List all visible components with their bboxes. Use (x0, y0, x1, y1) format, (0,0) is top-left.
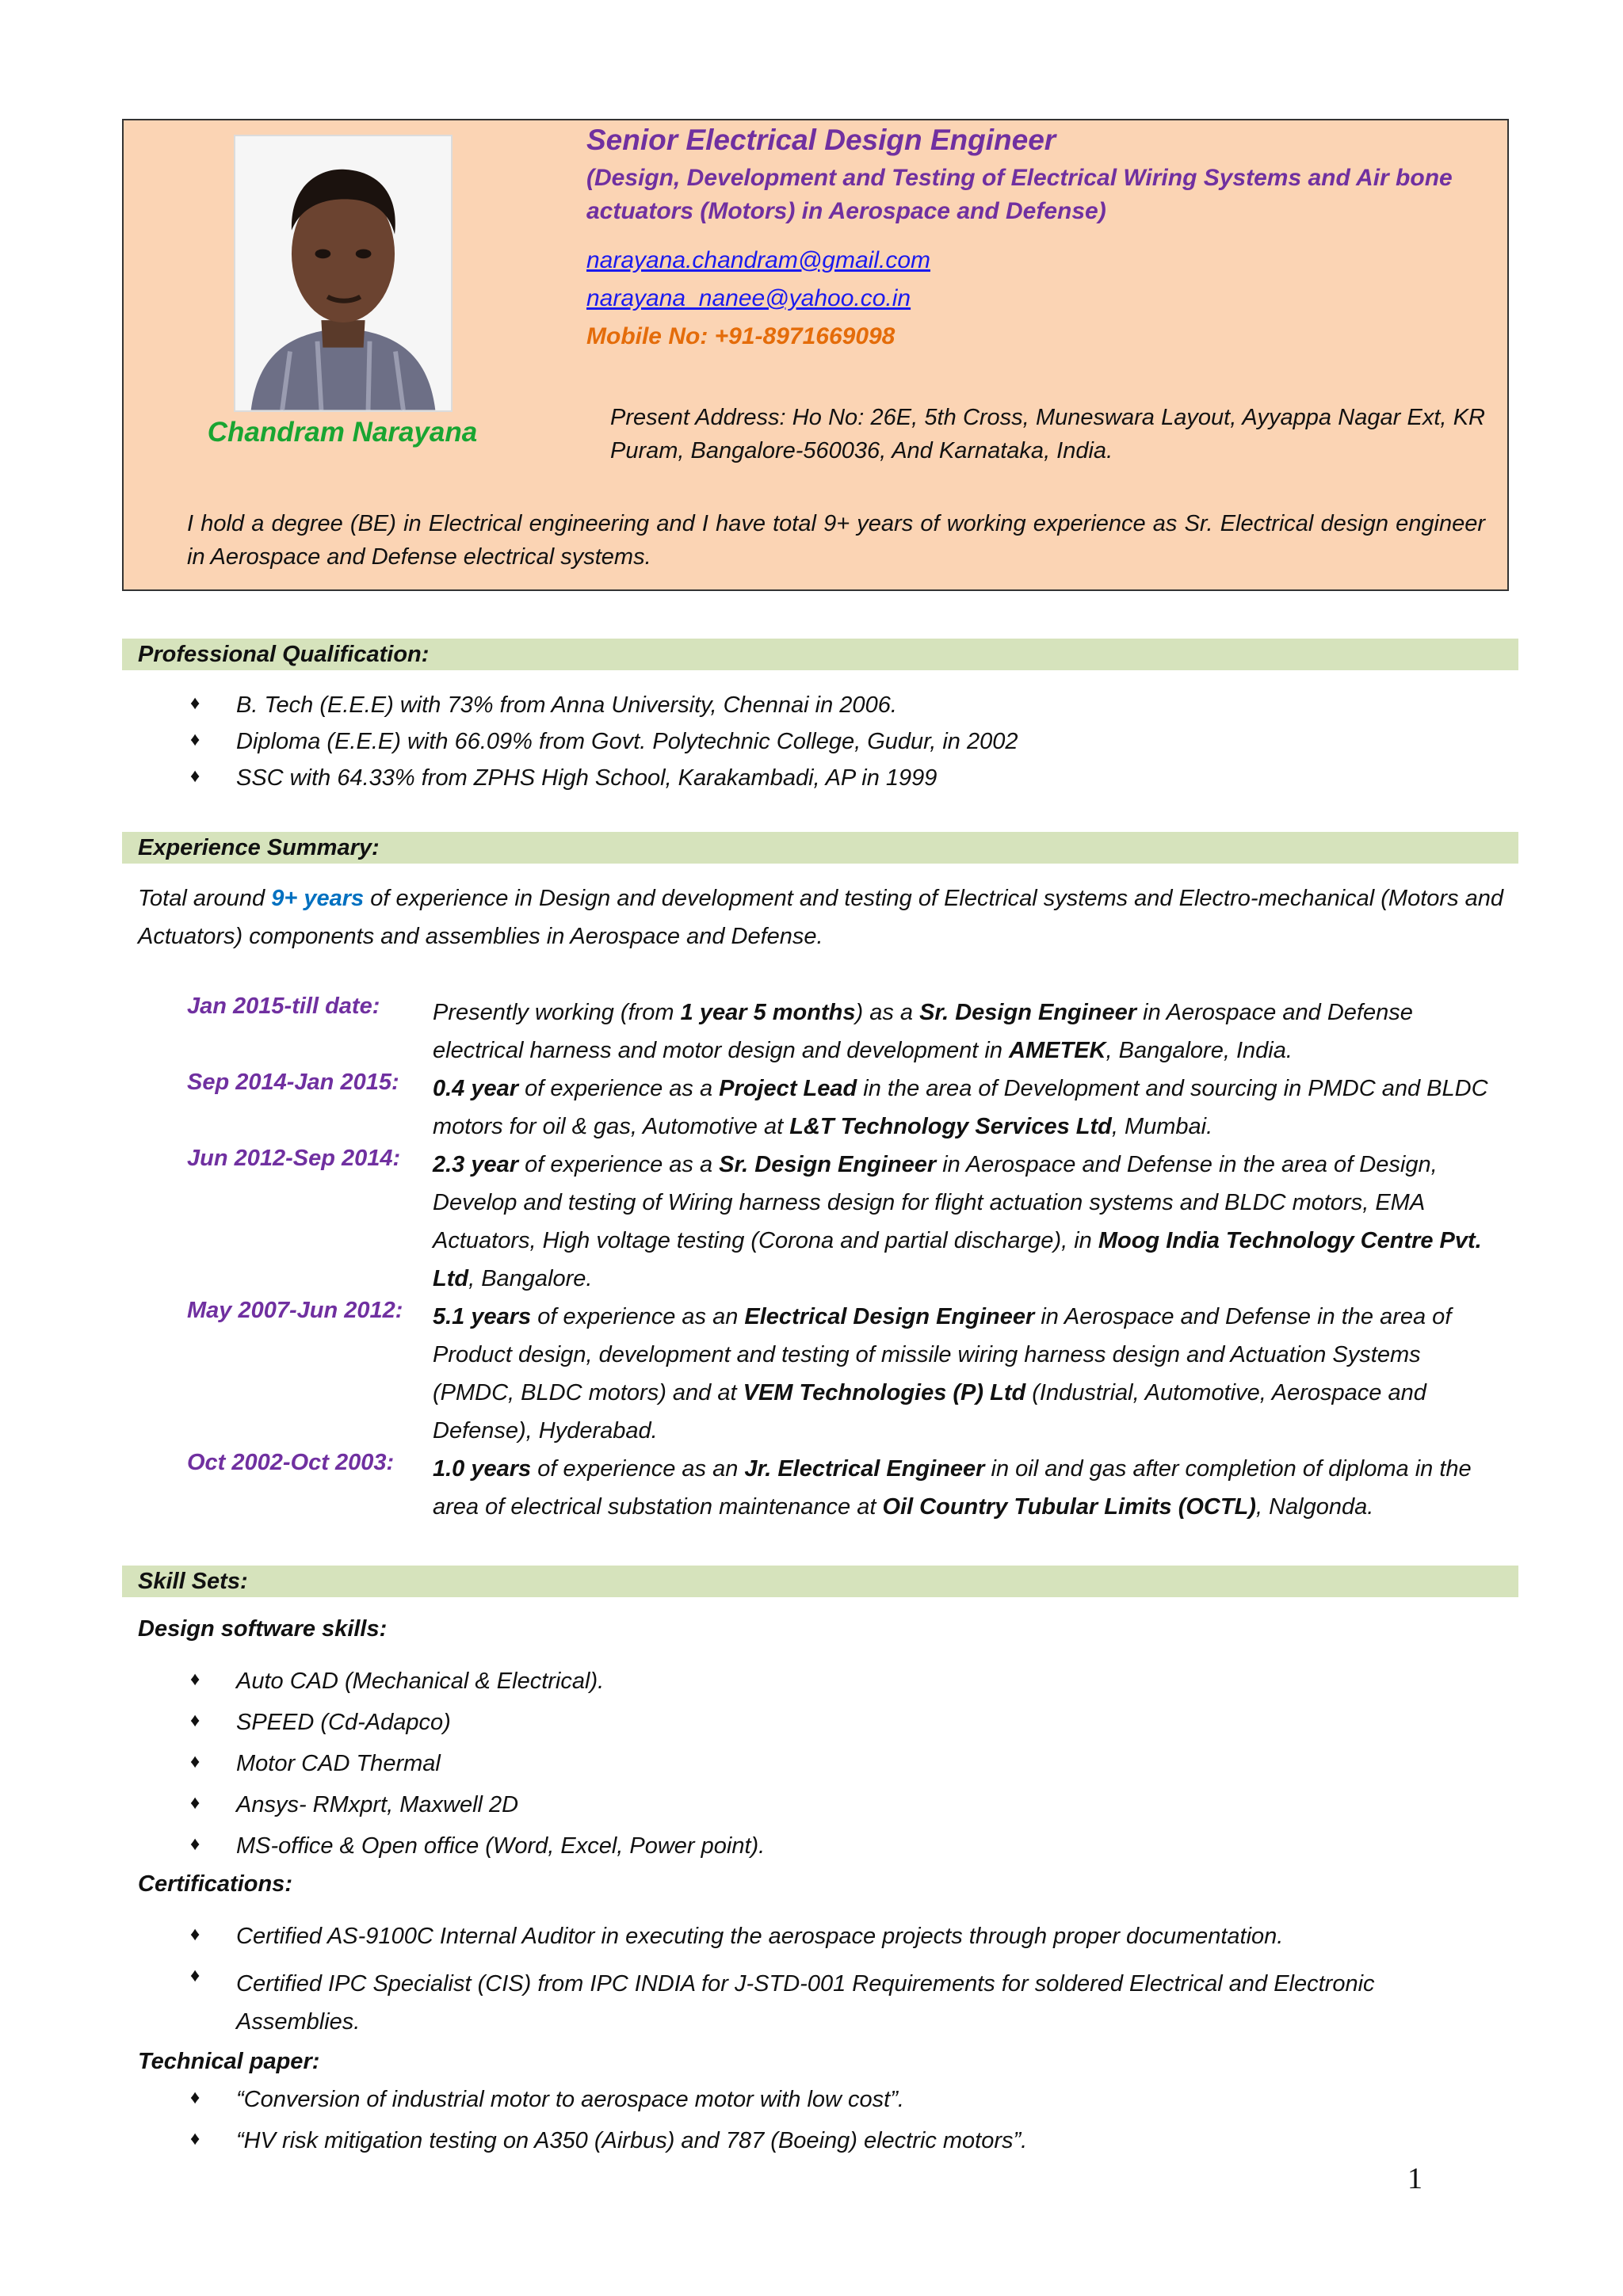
diamond-bullet-icon: ♦ (190, 765, 200, 787)
diamond-bullet-icon: ♦ (190, 1924, 200, 1945)
diamond-bullet-icon: ♦ (190, 1669, 200, 1690)
experience-description: Presently working (from 1 year 5 months) as a Sr. Design Engineer in Aerospace and Defense electrical harness and motor design and development in AMETEK, Bangalore, India. (433, 1000, 1413, 1063)
technical-paper-heading: Technical paper: (138, 2049, 320, 2074)
experience-description: 2.3 year of experience as a Sr. Design Engineer in Aerospace and Defense in the area of Design, Develop and testing of Wiring harness design for flight actuation systems and BLDC motors, EMA Actuators, High voltage testing (Corona and partial discharge), in Moog India Technology Centre Pvt. Ltd, Bangalore. (433, 1152, 1482, 1291)
section-title: Skill Sets: (138, 1569, 248, 1594)
diamond-bullet-icon: ♦ (190, 1710, 200, 1731)
profile-header-box (122, 119, 1509, 591)
experience-description: 5.1 years of experience as an Electrical Design Engineer in Aerospace and Defense in the area of Product design, development and testing of missile wiring harness design and Actuation Systems (PMDC, BLDC motors) and at VEM Technologies (P) Ltd (Industrial, Automotive, Aerospace and Defense), Hyderabad. (433, 1304, 1452, 1444)
section-title: Experience Summary: (138, 835, 380, 860)
job-title: Senior Electrical Design Engineer (586, 124, 1056, 156)
mobile-number: Mobile No: +91-8971669098 (586, 323, 896, 349)
diamond-bullet-icon: ♦ (190, 2128, 200, 2149)
diamond-bullet-icon: ♦ (190, 1792, 200, 1814)
diamond-bullet-icon: ♦ (190, 1751, 200, 1772)
section-title: Professional Qualification: (138, 642, 430, 667)
diamond-bullet-icon: ♦ (190, 692, 200, 714)
present-address: Present Address: Ho No: 26E, 5th Cross, Muneswara Layout, Ayyappa Nagar Ext, KR Puram, Bangalore-560036, And Karnataka, India. (610, 405, 1485, 463)
person-photo-icon (235, 136, 451, 410)
experience-date: Jun 2012-Sep 2014: (187, 1146, 401, 1171)
diamond-bullet-icon: ♦ (190, 2087, 200, 2108)
job-subtitle: (Design, Development and Testing of Electrical Wiring Systems and Air bone actuators (Motors) in Aerospace and Defense) (586, 165, 1453, 224)
experience-summary: Total around 9+ years of experience in Design and development and testing of Electrical systems and Electro-mechanical (Motors and Actuators) components and assemblies in Aerospace and Defense. (138, 886, 1504, 949)
intro-statement: I hold a degree (BE) in Electrical engineering and I have total 9+ years of working experience as Sr. Electrical design engineer in Aerospace and Defense electrical systems. (187, 511, 1485, 570)
experience-date: May 2007-Jun 2012: (187, 1298, 403, 1323)
diamond-bullet-icon: ♦ (190, 1833, 200, 1855)
email-link-primary[interactable]: narayana.chandram@gmail.com (586, 247, 930, 273)
diamond-bullet-icon: ♦ (190, 729, 200, 750)
certifications-heading: Certifications: (138, 1871, 292, 1897)
experience-description: 0.4 year of experience as a Project Lead in the area of Development and sourcing in PMDC and BLDC motors for oil & gas, Automotive at L&T Technology Services Ltd, Mumbai. (433, 1076, 1488, 1139)
years-highlight: 9+ years (271, 886, 365, 911)
experience-date: Jan 2015-till date: (187, 994, 380, 1019)
experience-date: Sep 2014-Jan 2015: (187, 1070, 399, 1095)
candidate-name: Chandram Narayana (207, 417, 478, 448)
experience-description: 1.0 years of experience as an Jr. Electrical Engineer in oil and gas after completion of diploma in the area of electrical substation maintenance at Oil Country Tubular Limits (OCTL), Nalgonda. (433, 1456, 1472, 1520)
section-experience (122, 832, 1518, 864)
page-number: 1 (1407, 2162, 1423, 2195)
section-skills (122, 1566, 1518, 1597)
email-link-secondary[interactable]: narayana_nanee@yahoo.co.in (586, 285, 911, 311)
experience-date: Oct 2002-Oct 2003: (187, 1450, 395, 1475)
diamond-bullet-icon: ♦ (190, 1965, 200, 1986)
profile-photo (234, 135, 453, 412)
software-skills-heading: Design software skills: (138, 1616, 388, 1642)
section-qualification (122, 639, 1518, 670)
